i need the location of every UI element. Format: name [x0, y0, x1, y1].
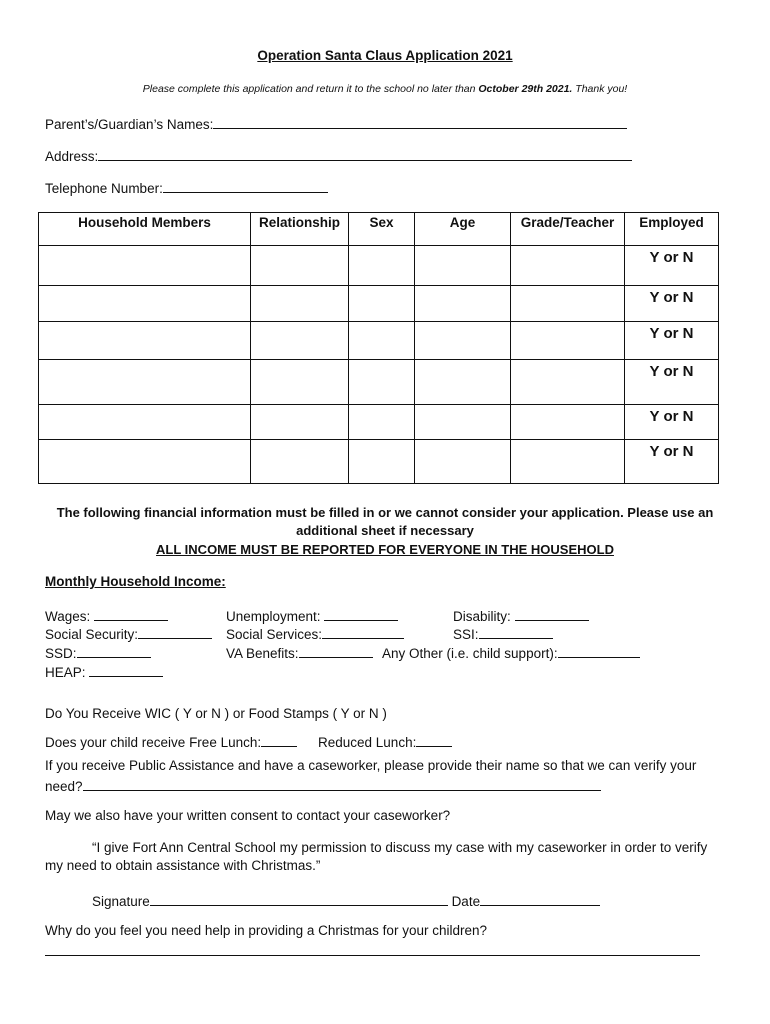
- cell-employed[interactable]: Y or N: [625, 405, 719, 440]
- cell-sex[interactable]: [349, 322, 415, 360]
- signature-field[interactable]: [150, 891, 448, 906]
- header-relationship: Relationship: [251, 213, 349, 246]
- caseworker-row: [45, 776, 601, 794]
- cell-age[interactable]: [415, 246, 511, 286]
- va-benefits-label: VA Benefits:: [226, 646, 299, 661]
- telephone-label: Telephone Number:: [45, 181, 163, 196]
- why-answer-line[interactable]: [45, 955, 700, 956]
- header-grade-teacher: Grade/Teacher: [511, 213, 625, 246]
- social-security-field[interactable]: [138, 624, 212, 639]
- table-row: [39, 440, 719, 484]
- income-heading: Monthly Household Income:: [45, 574, 226, 589]
- cell-member[interactable]: [39, 360, 251, 405]
- reduced-lunch-label: Reduced Lunch:: [318, 735, 417, 750]
- heap-row: [45, 662, 163, 680]
- wic-question: Do You Receive WIC ( Y or N ) or Food Stamps ( Y or N ): [45, 706, 387, 721]
- cell-grade-teacher[interactable]: [511, 286, 625, 322]
- household-table: [38, 212, 719, 484]
- cell-sex[interactable]: [349, 360, 415, 405]
- header-household-members: Household Members: [39, 213, 251, 246]
- cell-member[interactable]: [39, 286, 251, 322]
- telephone-row: [45, 178, 328, 196]
- cell-grade-teacher[interactable]: [511, 405, 625, 440]
- heap-label: HEAP:: [45, 665, 86, 680]
- wages-label: Wages:: [45, 609, 91, 624]
- page-title: Operation Santa Claus Application 2021: [257, 48, 513, 63]
- social-security-row: [45, 624, 212, 642]
- parents-label: Parent’s/Guardian’s Names:: [45, 117, 214, 132]
- unemployment-field[interactable]: [324, 606, 398, 621]
- date-label: Date: [451, 894, 481, 909]
- cell-employed[interactable]: Y or N: [625, 360, 719, 405]
- cell-employed[interactable]: Y or N: [625, 246, 719, 286]
- table-row: [39, 286, 719, 322]
- cell-sex[interactable]: [349, 286, 415, 322]
- caseworker-field[interactable]: [83, 776, 601, 791]
- ssi-row: [453, 624, 553, 642]
- why-question: Why do you feel you need help in providing a Christmas for your children?: [45, 923, 487, 938]
- cell-employed[interactable]: Y or N: [625, 322, 719, 360]
- disability-field[interactable]: [515, 606, 589, 621]
- reduced-lunch-field[interactable]: [416, 732, 452, 747]
- intro-after: Thank you!: [572, 83, 628, 95]
- wages-row: [45, 606, 168, 624]
- ssd-row: [45, 643, 151, 661]
- intro-before: Please complete this application and return it to the school no later than: [142, 83, 479, 95]
- social-security-label: Social Security:: [45, 627, 139, 642]
- cell-age[interactable]: [415, 360, 511, 405]
- cell-employed[interactable]: Y or N: [625, 286, 719, 322]
- cell-relationship[interactable]: [251, 322, 349, 360]
- disability-row: [453, 606, 589, 624]
- social-services-label: Social Services:: [226, 627, 323, 642]
- signature-row: [92, 891, 600, 909]
- cell-relationship[interactable]: [251, 405, 349, 440]
- heap-field[interactable]: [89, 662, 163, 677]
- free-lunch-field[interactable]: [261, 732, 297, 747]
- telephone-field[interactable]: [163, 178, 328, 193]
- reduced-lunch-row: [318, 732, 452, 750]
- cell-relationship[interactable]: [251, 286, 349, 322]
- table-row: [39, 322, 719, 360]
- address-label: Address:: [45, 149, 99, 164]
- table-row: [39, 246, 719, 286]
- signature-label: Signature: [92, 894, 150, 909]
- cell-age[interactable]: [415, 286, 511, 322]
- unemployment-label: Unemployment:: [226, 609, 321, 624]
- any-other-row: [382, 643, 640, 661]
- cell-grade-teacher[interactable]: [511, 360, 625, 405]
- notice-line-1: The following financial information must be filled in or we cannot consider your application. Please use an: [56, 505, 714, 520]
- table-row: [39, 360, 719, 405]
- free-lunch-row: [45, 732, 297, 750]
- date-field[interactable]: [480, 891, 600, 906]
- social-services-field[interactable]: [322, 624, 404, 639]
- parents-row: [45, 114, 627, 132]
- cell-grade-teacher[interactable]: [511, 246, 625, 286]
- ssi-label: SSI:: [453, 627, 479, 642]
- ssd-field[interactable]: [77, 643, 151, 658]
- address-row: [45, 146, 632, 164]
- header-employed: Employed: [625, 213, 719, 246]
- unemployment-row: [226, 606, 398, 624]
- cell-member[interactable]: [39, 440, 251, 484]
- parents-field[interactable]: [213, 114, 627, 129]
- cell-relationship[interactable]: [251, 360, 349, 405]
- any-other-label: Any Other (i.e. child support):: [382, 646, 558, 661]
- cell-relationship[interactable]: [251, 440, 349, 484]
- intro-text: [0, 83, 770, 95]
- cell-employed[interactable]: Y or N: [625, 440, 719, 484]
- social-services-row: [226, 624, 404, 642]
- statement-line-2: my need to obtain assistance with Christmas.”: [45, 858, 321, 873]
- address-field[interactable]: [98, 146, 632, 161]
- notice-line-2: additional sheet if necessary: [296, 523, 474, 538]
- cell-age[interactable]: [415, 405, 511, 440]
- va-benefits-field[interactable]: [299, 643, 373, 658]
- table-row: [39, 405, 719, 440]
- disability-label: Disability:: [453, 609, 511, 624]
- any-other-field[interactable]: [558, 643, 640, 658]
- wages-field[interactable]: [94, 606, 168, 621]
- consent-question: May we also have your written consent to contact your caseworker?: [45, 808, 451, 823]
- cell-age[interactable]: [415, 322, 511, 360]
- cell-grade-teacher[interactable]: [511, 322, 625, 360]
- ssd-label: SSD:: [45, 646, 77, 661]
- caseworker-question-line-1: If you receive Public Assistance and have a caseworker, please provide their name so that we can verify your: [45, 758, 697, 773]
- cell-age[interactable]: [415, 440, 511, 484]
- cell-relationship[interactable]: [251, 246, 349, 286]
- cell-sex[interactable]: [349, 440, 415, 484]
- notice-line-3: ALL INCOME MUST BE REPORTED FOR EVERYONE IN THE HOUSEHOLD: [156, 542, 614, 557]
- header-age: Age: [415, 213, 511, 246]
- cell-member[interactable]: [39, 322, 251, 360]
- cell-sex[interactable]: [349, 405, 415, 440]
- intro-deadline: October 29th 2021.: [478, 83, 573, 95]
- header-sex: Sex: [349, 213, 415, 246]
- va-benefits-row: [226, 643, 373, 661]
- cell-member[interactable]: [39, 405, 251, 440]
- free-lunch-label: Does your child receive Free Lunch:: [45, 735, 262, 750]
- cell-sex[interactable]: [349, 246, 415, 286]
- statement-line-1: “I give Fort Ann Central School my permission to discuss my case with my caseworker in order to verify: [92, 840, 708, 855]
- cell-member[interactable]: [39, 246, 251, 286]
- table-header-row: [39, 213, 719, 246]
- ssi-field[interactable]: [479, 624, 553, 639]
- cell-grade-teacher[interactable]: [511, 440, 625, 484]
- caseworker-label: need?: [45, 779, 83, 794]
